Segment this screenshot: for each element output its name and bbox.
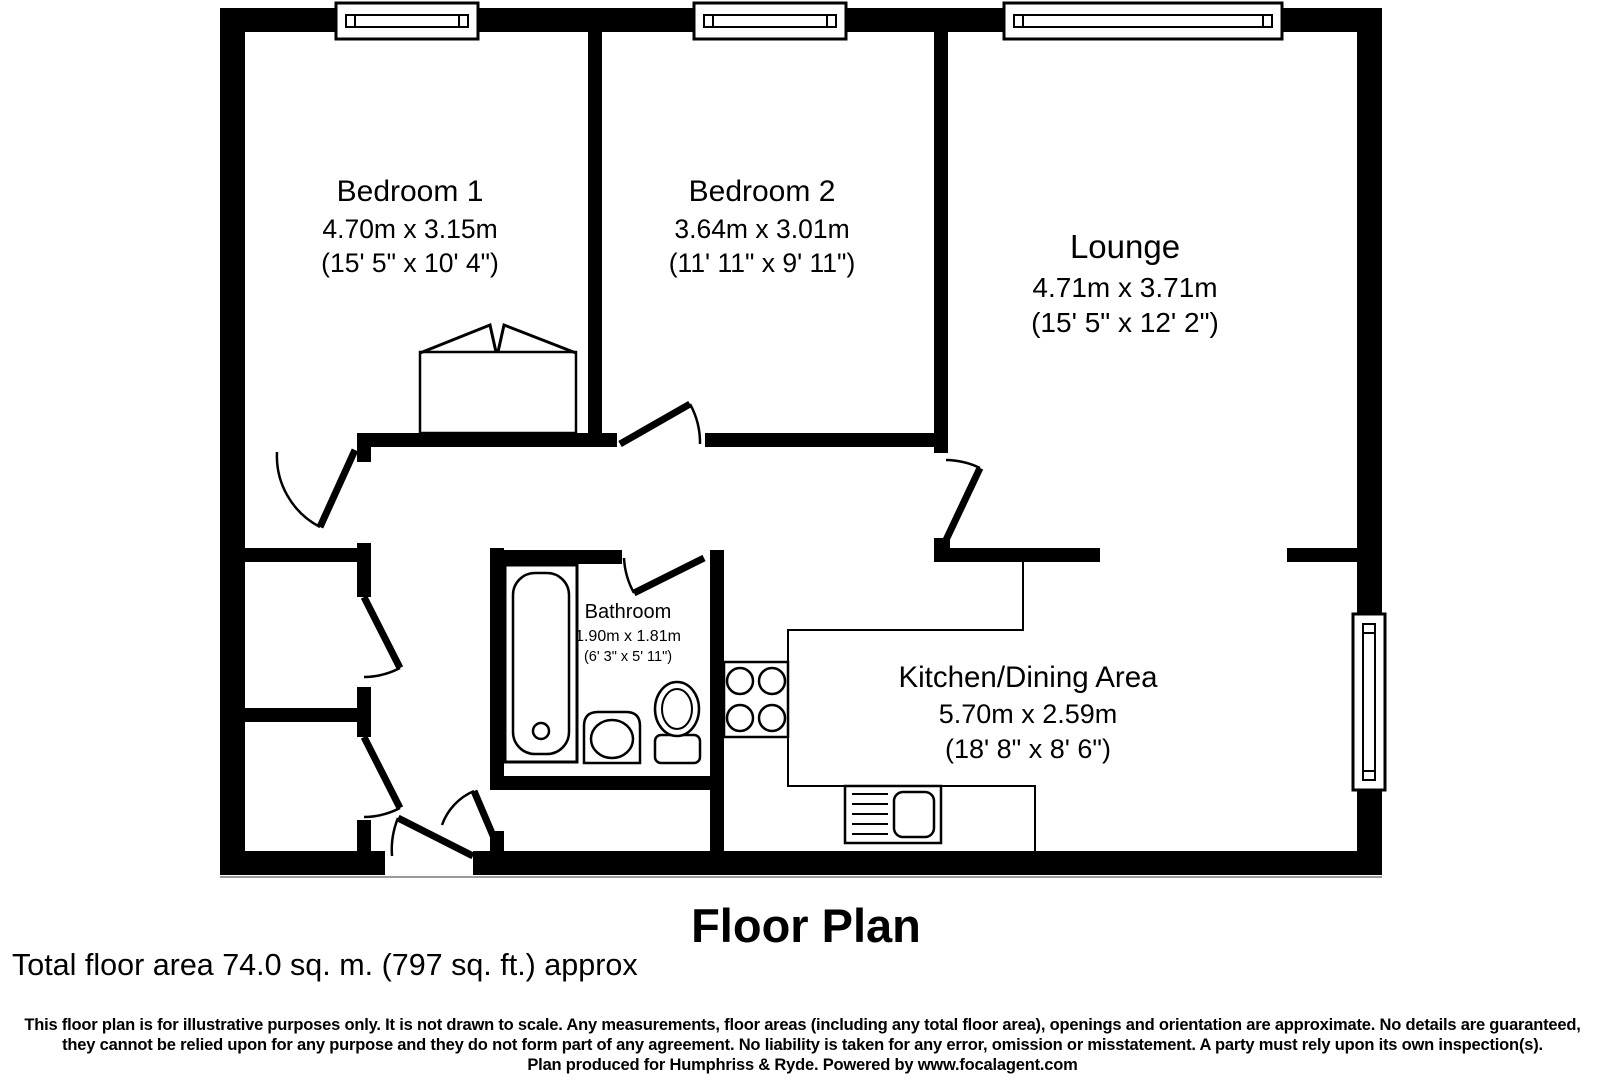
- room-dim-imperial: (15' 5" x 10' 4"): [321, 248, 499, 278]
- room-label-bathroom: [575, 599, 681, 667]
- toilet-icon: [655, 682, 700, 763]
- total-floor-area: Total floor area 74.0 sq. m. (797 sq. ft.) approx: [12, 948, 638, 982]
- closet1-door: [364, 597, 400, 677]
- wardrobe-icon: [420, 325, 576, 433]
- disclaimer-line-1: This floor plan is for illustrative purposes only. It is not drawn to scale. Any measurements, floor areas (including any total floor area), openings and orientation are approximate. No details are guaranteed,: [24, 1016, 1581, 1034]
- lounge-door: [946, 460, 980, 540]
- disclaimer-line-3: Plan produced for Humphriss & Ryde. Powered by www.focalagent.com: [527, 1056, 1078, 1074]
- room-dim-metric: 4.71m x 3.71m: [1032, 272, 1218, 303]
- room-dim-imperial: (11' 11" x 9' 11"): [668, 248, 856, 278]
- closet2-door: [364, 737, 400, 817]
- window-kitchen-side-icon: [1353, 614, 1385, 790]
- room-dim-imperial: (18' 8" x 8' 6"): [944, 734, 1112, 764]
- room-label-bedroom1: [321, 172, 499, 280]
- bedroom2-door: [620, 404, 700, 444]
- room-name: Bedroom 2: [688, 175, 836, 208]
- bedroom1-door: [277, 450, 355, 527]
- sink-drainer-icon: [845, 786, 941, 843]
- room-label-kitchen: [898, 658, 1157, 767]
- window-bedroom1-icon: [336, 3, 478, 39]
- bathroom-door: [624, 558, 704, 593]
- room-dim-metric: 3.64m x 3.01m: [674, 214, 850, 244]
- vestibule-door: [442, 791, 497, 845]
- page-title: Floor Plan: [691, 899, 921, 952]
- room-dim-metric: 4.70m x 3.15m: [322, 214, 498, 244]
- entrance-door: [392, 818, 473, 856]
- room-name: Lounge: [1069, 228, 1181, 265]
- disclaimer-line-2: they cannot be relied upon for any purpose and they do not form part of any agreement. No liability is taken for any error, omission or misstatement. A party must rely upon its own inspection(s).: [62, 1036, 1543, 1054]
- bath-icon: [505, 565, 577, 762]
- room-name: Bathroom: [584, 601, 672, 623]
- room-dim-metric: 5.70m x 2.59m: [938, 699, 1118, 729]
- room-label-lounge: [1031, 224, 1219, 340]
- window-bedroom2-icon: [694, 3, 846, 39]
- room-name: Kitchen/Dining Area: [898, 661, 1158, 694]
- room-label-bedroom2: [669, 172, 856, 280]
- room-name: Bedroom 1: [336, 175, 484, 208]
- room-dim-imperial: (6' 3" x 5' 11"): [583, 649, 673, 665]
- room-dim-metric: 1.90m x 1.81m: [575, 628, 681, 645]
- room-dim-imperial: (15' 5" x 12' 2"): [1031, 307, 1219, 338]
- window-lounge-icon: [1004, 3, 1282, 39]
- hob-icon: [724, 662, 788, 737]
- basin-icon: [584, 712, 640, 763]
